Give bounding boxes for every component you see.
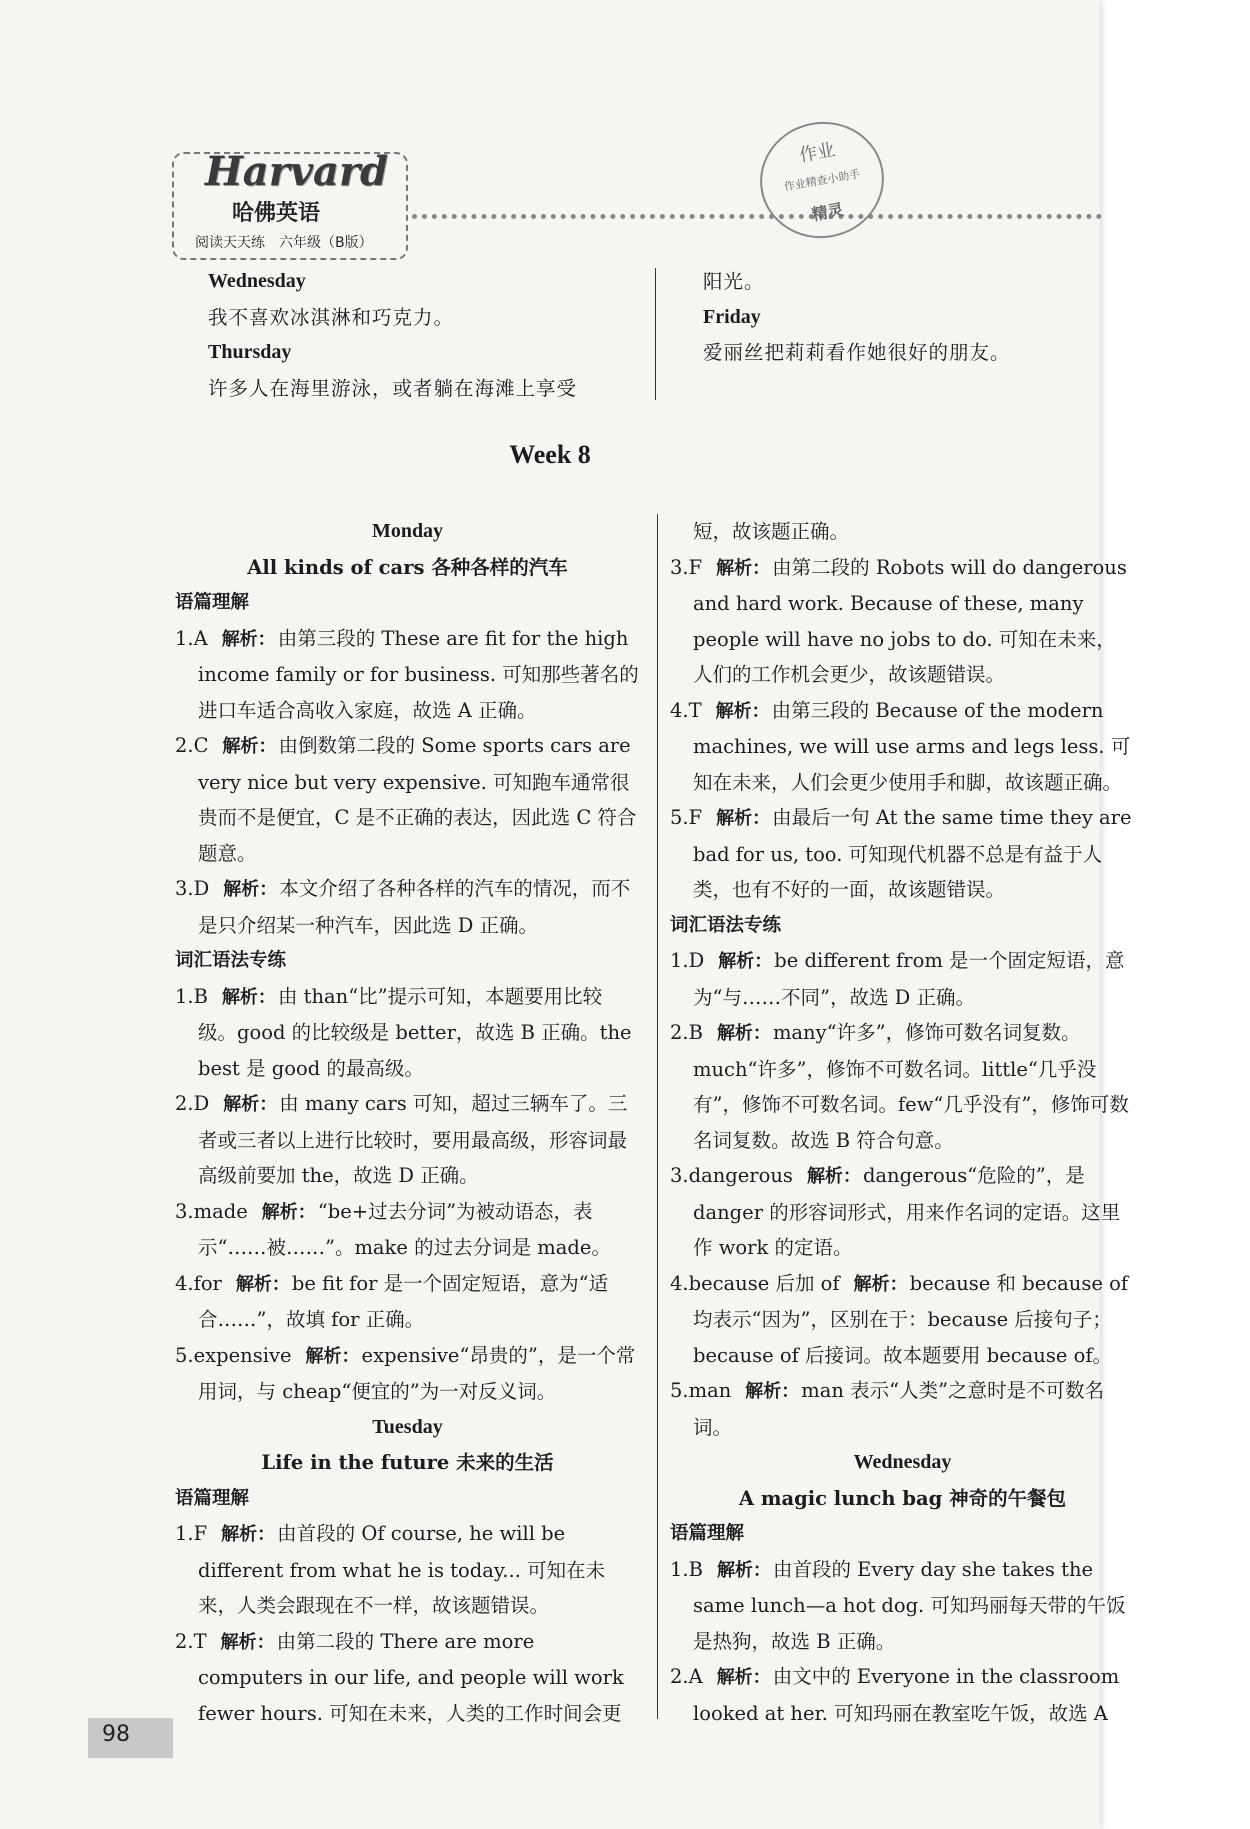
section-heading: 词汇语法专练 — [670, 914, 782, 936]
answer-key: 1.F — [175, 1522, 208, 1545]
answer-item — [670, 943, 1135, 1015]
answer-item — [175, 871, 640, 943]
week-heading: Week 8 — [509, 440, 591, 469]
answer-key: 2.B — [670, 1021, 703, 1044]
answer-explanation: 由首段的 Of course, he will be different from what he is today... 可知在未来，人类会跟现在不一样，故该题错误。 — [198, 1522, 606, 1617]
answer-key: 3.made — [175, 1199, 248, 1223]
section-heading: 语篇理解 — [175, 592, 250, 613]
analysis-label: 解析： — [745, 1381, 800, 1402]
column-divider — [657, 514, 658, 1719]
analysis-label: 解析： — [223, 879, 278, 900]
answer-key: 2.T — [175, 1629, 207, 1653]
analysis-label: 解析： — [221, 628, 276, 650]
answer-item — [175, 1194, 640, 1266]
day-heading: Friday — [703, 305, 761, 328]
answer-explanation: 由文中的 Everyone in the classroom looked at her. 可知玛丽在教室吃午饭，故选 A — [693, 1665, 1126, 1725]
text-line: 阳光。 — [703, 270, 765, 293]
day-heading: Tuesday — [372, 1415, 443, 1438]
answer-continuation: 短，故该题正确。 — [693, 520, 850, 543]
answer-key: 3.F — [670, 555, 703, 579]
day-heading: Thursday — [208, 341, 292, 363]
passage-title: Life in the future 未来的生活 — [261, 1451, 554, 1474]
left-column — [175, 514, 640, 1731]
answer-item — [175, 979, 640, 1087]
answer-key: 5.expensive — [175, 1343, 292, 1367]
answer-item — [670, 1552, 1135, 1660]
brand-logo: Harvard — [205, 148, 388, 195]
answer-explanation: 由最后一句 At the same time they are bad for us, too. 可知现代机器不总是有益于人类，也有不好的一面，故该题错误。 — [693, 806, 1138, 901]
answer-explanation: “be+过去分词”为被动语态，表示“……被……”。make 的过去分词是 made。 — [198, 1199, 611, 1259]
passage-title: A magic lunch bag 神奇的午餐包 — [738, 1486, 1067, 1510]
answer-item — [670, 693, 1135, 801]
answer-explanation: 由第二段的 Robots will do dangerous and hard work. Because of these, many people will have no jobs to do. 可知在未来，人们的工作机会更少，故该题错误。 — [693, 555, 1134, 686]
answer-item — [670, 550, 1135, 693]
text-line: 我不喜欢冰淇淋和巧克力。 — [208, 305, 455, 329]
answer-item — [175, 621, 640, 729]
analysis-label: 解析： — [718, 951, 773, 972]
answer-key: 2.D — [175, 1092, 210, 1115]
answer-explanation: dangerous“危险的”，是 danger 的形容词形式，用来作名词的定语。这里作 work 的定语。 — [693, 1164, 1121, 1259]
answer-key: 3.dangerous — [670, 1164, 793, 1187]
analysis-label: 解析： — [716, 557, 771, 579]
answer-explanation: because 和 because of 均表示“因为”，区别在于：because 后接句子；because of 后接词。故本题要用 because of。 — [693, 1271, 1135, 1367]
analysis-label: 解析： — [261, 1201, 316, 1223]
answer-key: 4.because 后加 of — [670, 1271, 840, 1295]
answer-item — [670, 1659, 1135, 1731]
analysis-label: 解析： — [853, 1273, 908, 1295]
answer-explanation: 由第二段的 There are more computers in our life, and people will work fewer hours. 可知在未来，人类的工作时间会更 — [198, 1629, 630, 1725]
prev-week-left-column — [208, 264, 648, 406]
analysis-label: 解析： — [716, 1667, 771, 1688]
page-number: 98 — [102, 1722, 130, 1747]
answer-explanation: be different from 是一个固定短语，意为“与……不同”，故选 D 正确。 — [693, 949, 1125, 1009]
answer-item — [175, 1516, 640, 1624]
day-heading: Wednesday — [208, 270, 306, 292]
answer-key: 1.A — [175, 626, 208, 650]
analysis-label: 解析： — [715, 700, 770, 722]
answer-key: 2.A — [670, 1665, 703, 1688]
answer-item — [175, 1266, 640, 1338]
answer-key: 1.D — [670, 949, 705, 972]
answer-explanation: expensive“昂贵的”，是一个常用词，与 cheap“便宜的”为一对反义词。 — [198, 1343, 636, 1403]
passage-title: All kinds of cars 各种各样的汽车 — [247, 555, 568, 579]
analysis-label: 解析： — [806, 1166, 861, 1187]
answer-explanation: man 表示“人类”之意时是不可数名词。 — [693, 1379, 1105, 1439]
text-line: 爱丽丝把莉莉看作她很好的朋友。 — [703, 341, 1011, 364]
book-subtitle: 阅读天天练 六年级（B版） — [195, 235, 373, 251]
answer-key: 2.C — [175, 734, 209, 757]
analysis-label: 解析： — [716, 1023, 771, 1044]
answer-explanation: many“许多”，修饰可数名词复数。much“许多”，修饰不可数名词。little“几乎没有”，修饰不可数名词。few“几乎没有”，修饰可数名词复数。故选 B 符合句意。 — [693, 1021, 1129, 1152]
answer-key: 5.F — [670, 806, 703, 829]
answer-key: 3.D — [175, 877, 210, 900]
answer-item — [670, 1266, 1135, 1374]
analysis-label: 解析： — [222, 736, 277, 757]
answer-item — [670, 1015, 1135, 1158]
answer-explanation: 由倒数第二段的 Some sports cars are very nice but very expensive. 可知跑车通常很贵而不是便宜，C 是不正确的表达，因此选 C 符合题意。 — [198, 734, 637, 865]
prev-week-right-column — [703, 264, 1143, 371]
section-heading: 语篇理解 — [670, 1523, 745, 1544]
analysis-label: 解析： — [716, 808, 771, 829]
answer-item — [175, 1624, 640, 1732]
answer-explanation: 由第三段的 These are fit for the high income family or for business. 可知那些著名的进口车适合高收入家庭，故选 A 正确。 — [198, 626, 639, 722]
answer-key: 1.B — [175, 984, 208, 1008]
analysis-label: 解析： — [235, 1273, 290, 1295]
answer-key: 1.B — [670, 1557, 703, 1581]
text-line: 许多人在海里游泳，或者躺在海滩上享受 — [208, 376, 578, 400]
answer-item — [670, 1373, 1135, 1445]
right-column — [670, 514, 1138, 1731]
answer-item — [670, 800, 1138, 908]
answer-key: 4.T — [670, 698, 702, 722]
section-heading: 词汇语法专练 — [175, 950, 287, 971]
answer-explanation: 由第三段的 Because of the modern machines, we will use arms and legs less. 可知在未来，人们会更少使用手和脚，故该题正确。 — [693, 698, 1131, 794]
watermark-stamp — [751, 112, 893, 248]
section-heading: 语篇理解 — [175, 1487, 250, 1509]
header-dotted-rule — [412, 214, 1102, 219]
answer-key: 5.man — [670, 1379, 732, 1402]
answer-explanation: 由 many cars 可知，超过三辆车了。三者或三者以上进行比较时，要用最高级，形容词最高级前要加 the，故选 D 正确。 — [198, 1092, 628, 1187]
page-number-tab — [88, 1718, 173, 1758]
answer-item — [175, 728, 640, 871]
day-heading: Monday — [371, 520, 444, 542]
analysis-label: 解析： — [220, 1631, 275, 1653]
day-heading: Wednesday — [853, 1451, 952, 1473]
answer-item — [175, 1338, 640, 1410]
answer-explanation: be fit for 是一个固定短语，意为“适合……”，故填 for 正确。 — [198, 1271, 609, 1331]
stamp-bottom: 精灵 — [810, 199, 846, 225]
analysis-label: 解析： — [221, 1524, 276, 1545]
answer-item — [175, 1086, 640, 1194]
answer-explanation: 由首段的 Every day she takes the same lunch—a hot dog. 可知玛丽每天带的午饭是热狗，故选 B 正确。 — [693, 1557, 1126, 1653]
brand-chinese: 哈佛英语 — [232, 201, 321, 226]
analysis-label: 解析： — [223, 1094, 278, 1115]
stamp-top: 作业 — [797, 139, 837, 167]
analysis-label: 解析： — [716, 1559, 771, 1581]
stamp-middle: 作业精查小助手 — [783, 167, 862, 194]
analysis-label: 解析： — [305, 1345, 360, 1367]
answer-explanation: 由 than“比”提示可知，本题要用比较级。good 的比较级是 better，故选 B 正确。the best 是 good 的最高级。 — [198, 984, 638, 1080]
answer-item — [670, 1158, 1135, 1266]
answer-explanation: 本文介绍了各种各样的汽车的情况，而不是只介绍某一种汽车，因此选 D 正确。 — [198, 877, 631, 937]
analysis-label: 解析： — [221, 986, 276, 1008]
answer-key: 4.for — [175, 1271, 222, 1295]
column-divider-top — [655, 268, 656, 400]
